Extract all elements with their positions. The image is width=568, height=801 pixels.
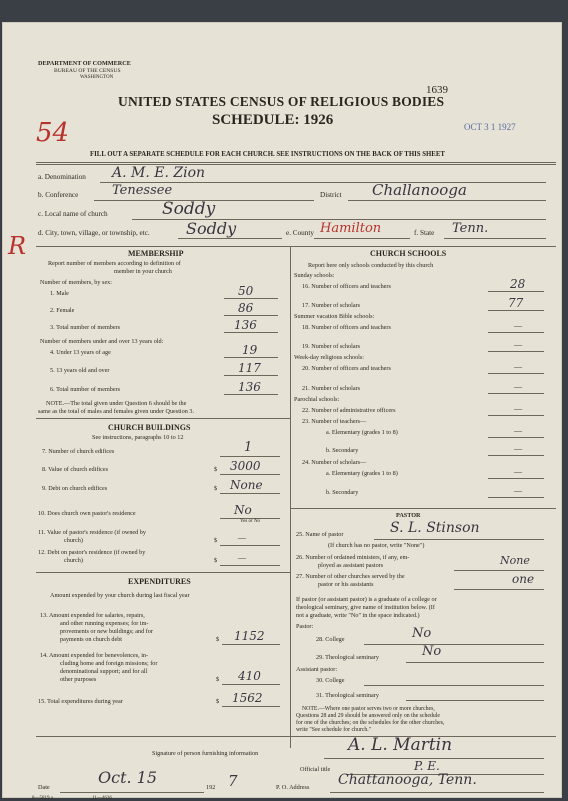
form-code: 8—5819 a	[32, 796, 53, 801]
q20-label: 20. Number of officers and teachers	[302, 365, 391, 372]
q18-value: —	[514, 321, 522, 330]
members-by-sex-label: Number of members, by sex:	[40, 279, 112, 286]
received-stamp: OCT 3 1 1927	[464, 122, 516, 132]
signature-value: A. L. Martin	[348, 735, 453, 755]
expenditures-sub: Amount expended by your church during last fiscal year	[50, 592, 190, 599]
sunday-schools-label: Sunday schools:	[294, 272, 335, 279]
q13-line-1: 13. Amount expended for salaries, repairs,	[40, 612, 145, 619]
city-label: WASHINGTON	[80, 75, 114, 80]
total-members-value: 136	[234, 318, 257, 332]
q30-label: 30. College	[316, 677, 345, 684]
q13-line-3: provements or new buildings; and for	[60, 628, 153, 635]
membership-intro: Report number of members according to definition of	[48, 260, 181, 267]
print-code: 11—4636	[92, 796, 112, 801]
official-title-label: Official title	[300, 766, 331, 773]
graduate-line-1: If pastor (or assistant pastor) is a graduate of a college or	[296, 596, 437, 603]
q27-line-1: 27. Number of other churches served by the	[296, 573, 405, 580]
red-r-mark: R	[8, 232, 27, 260]
q24a-value: —	[514, 467, 522, 476]
city-town-label: d. City, town, village, or township, etc.	[38, 229, 150, 237]
edifice-debt-label: 9. Debt on church edifices	[42, 485, 108, 492]
bureau-label: BUREAU OF THE CENSUS	[54, 68, 121, 74]
q27-line-2: pastor or his assistants	[318, 581, 374, 588]
q23b-label: b. Secondary	[326, 447, 359, 454]
weekday-schools-label: Week-day religious schools:	[294, 354, 364, 361]
q14-line-3: denominational support; and for all	[60, 668, 148, 675]
instruction-line: FILL OUT A SEPARATE SCHEDULE FOR EACH CHURCH. SEE INSTRUCTIONS ON THE BACK OF THIS SHEET	[90, 151, 445, 158]
q23a-label: a. Elementary (grades 1 to 8)	[326, 429, 398, 436]
local-name-label: c. Local name of church	[38, 210, 108, 218]
local-name-value: Soddy	[162, 199, 216, 219]
q15-label: 15. Total expenditures during year	[38, 698, 123, 705]
q24-label: 24. Number of scholars—	[302, 459, 367, 466]
q22-value: —	[514, 404, 522, 413]
pastor-note-4: write "See schedule for church."	[296, 727, 372, 733]
q13-line-2: and other running expenses; for im-	[60, 620, 149, 627]
assistant-pastor-label: Assistant pastor:	[296, 666, 338, 673]
q18-label: 18. Number of officers and teachers	[302, 324, 391, 331]
denomination-label: a. Denomination	[38, 173, 86, 181]
q19-label: 19. Number of scholars	[302, 343, 361, 350]
date-label: Date	[38, 784, 50, 791]
pastor-note-2: Questions 28 and 29 should be answered only on the schedule	[296, 713, 440, 719]
residence-debt-label-2: church)	[64, 557, 83, 564]
department-label: DEPARTMENT OF COMMERCE	[38, 60, 131, 67]
date-value: Oct. 15	[98, 768, 158, 787]
residence-debt-label: 12. Debt on pastor's residence (if owned by	[38, 549, 146, 556]
residence-value-value: —	[238, 533, 246, 542]
members-by-age-label: Number of members under and over 13 years old:	[40, 338, 164, 345]
residence-value-label: 11. Value of pastor's residence (if owned by	[38, 529, 146, 536]
q17-label: 17. Number of scholars	[302, 302, 361, 309]
buildings-sub: See instructions, paragraphs 10 to 12	[92, 434, 184, 441]
conference-label: b. Conference	[38, 191, 79, 199]
conference-value: Tenessee	[112, 183, 173, 198]
schedule-title: SCHEDULE: 1926	[212, 112, 334, 128]
city-town-value: Soddy	[186, 219, 237, 238]
q16-value: 28	[510, 277, 526, 291]
owns-residence-hint: Yes or No	[240, 519, 261, 524]
church-edifices-value: 1	[244, 440, 253, 455]
q28-label: 28. College	[316, 636, 345, 643]
q22-label: 22. Number of administrative officers	[302, 407, 396, 414]
under-13-label: 4. Under 13 years of age	[50, 349, 111, 356]
total-members-age-label: 6. Total number of members	[50, 386, 121, 393]
po-address-label: P. O. Address	[276, 784, 310, 791]
serial-number: 1639	[426, 84, 448, 96]
over-13-value: 117	[238, 361, 261, 375]
summer-schools-label: Summer vacation Bible schools:	[294, 313, 375, 320]
q14-value: 410	[238, 669, 261, 683]
red-number-mark: 54	[36, 118, 70, 148]
q21-value: —	[514, 382, 522, 391]
state-label: f. State	[414, 229, 435, 237]
q21-label: 21. Number of scholars	[302, 385, 361, 392]
over-13-label: 5. 13 years old and over	[50, 367, 110, 374]
q14-line-4: other purposes	[60, 676, 97, 683]
year-prefix: 192	[206, 784, 216, 791]
membership-heading: MEMBERSHIP	[128, 249, 184, 258]
q16-label: 16. Number of officers and teachers	[302, 283, 391, 290]
po-address-value: Chattanooga, Tenn.	[338, 772, 477, 788]
total-members-label: 3. Total number of members	[50, 324, 121, 331]
q24b-value: —	[514, 486, 522, 495]
q26-line-1: 26. Number of ordained ministers, if any, em-	[296, 554, 410, 561]
q29-label: 29. Theological seminary	[316, 654, 379, 661]
q28-value: No	[412, 626, 432, 641]
pastor-heading: PASTOR	[396, 512, 421, 519]
q15-value: 1562	[232, 691, 263, 705]
q25-hint: (If church has no pastor, write "None")	[328, 542, 425, 549]
edifice-value-label: 8. Value of church edifices	[42, 466, 109, 473]
female-label: 2. Female	[50, 307, 75, 314]
q13-value: 1152	[234, 629, 265, 643]
official-title-value: P. E.	[414, 759, 440, 773]
q19-value: —	[514, 340, 522, 349]
membership-intro2: member in your church	[114, 268, 172, 275]
graduate-line-2: theological seminary, give name of institution below. (If	[296, 604, 435, 611]
q23a-value: —	[514, 426, 522, 435]
under-13-value: 19	[242, 343, 258, 357]
owns-residence-label: 10. Does church own pastor's residence	[38, 510, 136, 517]
schools-intro: Report here only schools conducted by this church	[308, 262, 434, 269]
owns-residence-value: No	[234, 503, 252, 517]
q26-value: None	[500, 554, 530, 567]
graduate-line-3: not a graduate, write "No" in the space indicated.)	[296, 612, 420, 619]
male-label: 1. Male	[50, 290, 69, 297]
schools-heading: CHURCH SCHOOLS	[370, 249, 447, 258]
total-members-age-value: 136	[238, 380, 261, 394]
female-value: 86	[238, 301, 254, 315]
form-title: UNITED STATES CENSUS OF RELIGIOUS BODIES	[118, 94, 445, 109]
buildings-heading: CHURCH BUILDINGS	[108, 423, 191, 432]
residence-value-label-2: church)	[64, 537, 83, 544]
male-value: 50	[238, 284, 254, 298]
county-value: Hamilton	[320, 221, 382, 236]
pastor-note-3: for one of the churches; on the schedules for the other churches,	[296, 720, 445, 726]
county-label: e. County	[286, 229, 314, 237]
q14-line-2: cluding home and foreign missions; for	[60, 660, 158, 667]
edifice-debt-value: None	[230, 478, 263, 492]
q27-value: one	[512, 572, 535, 586]
membership-note-2: same as the total of males and females given under Question 3.	[38, 408, 195, 415]
signature-label: Signature of person furnishing information	[152, 750, 259, 757]
q23-label: 23. Number of teachers—	[302, 418, 367, 425]
q13-line-4: payments on church debt	[60, 636, 123, 643]
edifice-value-value: 3000	[230, 459, 261, 473]
q20-value: —	[514, 362, 522, 371]
q25-value: S. L. Stinson	[390, 520, 480, 536]
q23b-value: —	[514, 444, 522, 453]
parochial-schools-label: Parochial schools:	[294, 396, 340, 403]
year-value: 7	[228, 772, 238, 790]
district-value: Challanooga	[372, 181, 467, 199]
pastor-sublabel: Pastor:	[296, 623, 314, 630]
census-form-sheet: DEPARTMENT OF COMMERCE BUREAU OF THE CENSUS WASHINGTON 1639 UNITED STATES CENSUS OF RELIGIOUS BODIES SCHEDULE: 1926 OCT 3 1 1927 54 R FILL OUT A SEPARATE SCHEDULE FOR EACH CHURCH. SEE INSTRUCTIONS ON THE BACK OF THIS SHEET a. Denomination A. M. E. Zion b. Conference Tenessee District Challanooga c. Local name of church Soddy d. City, town, village, or township, etc. Soddy e. County Hamilton f. State Tenn. MEMBERSHIP Report number of members according to definition of member in your church Number of members, by sex: 1. Male 50 2. Female 86 3. Total number of members 136 Number of members under and over 13 years old: 4. Under 13 years of age 19 5. 13 years old and over 117 6. Total number of members 136 NOTE.—The total given under Question 6 should be the same as the total of males and females given under Question 3. CHURCH BUILDINGS See instructions, paragraphs 10 to 12 7. Number of church edifices 1 8. Value of church edifices $ 3000 9. Debt on church edifices $ None 10. Does church own pastor's residence No Yes or No 11. Value of pastor's residence (if owned by church) $ — 12. Debt on pastor's residence (if owned by church) $ — EXPENDITURES Amount expended by your church during last fiscal year 13. Amount expended for salaries, repairs, and other running expenses; for im- provements or new buildings; and for payments on church debt $ 1152 14. Amount expended for benevolences, in- cluding home and foreign missions; for denominational support; and for all other purposes $ 410 15. Total expenditures during year $ 1562 CHURCH SCHOOLS Report here only schools conducted by this church Sunday schools: 16. Number of officers and teachers 28 17. Number of scholars 77 Summer vacation Bible schools: 18. Number of officers and teachers — 19. Number of scholars — Week-day religious schools: 20. Number of officers and teachers — 21. Number of scholars — Parochial schools: 22. Number of administrative officers — 23. Number of teachers— a. Elementary (grades 1 to 8) — b. Secondary — 24. Number of scholars— a. Elementary (grades 1 to 8) — b. Secondary — PASTOR 25. Name of pastor S. L. Stinson (If church has no pastor, write "None") 26. Number of ordained ministers, if any, em- ployed as assistant pastors None 27. Number of other churches served by the pastor or his assistants one If pastor (or assistant pastor) is a graduate of a college or theological seminary, give name of institution below. (If not a graduate, write "No" in the space indicated.) Pastor: 28. College No 29. Theological seminary No Assistant pastor: 30. College 31. Theological seminary NOTE.—Where one pastor serves two or more churches, Questions 28 and 29 should be answered only on the schedule for one of the churches; on the schedules for the other churches, write "See schedule for church." Signature of person furnishing information A. L. Martin Official title P. E. Date Oct. 15 192 7 P. O. Address Chattanooga, Tenn. 8—5819 a 11—4636	[2, 22, 562, 798]
q29-value: No	[422, 644, 442, 659]
membership-note-1: NOTE.—The total given under Question 6 should be the	[46, 400, 187, 407]
state-value: Tenn.	[452, 221, 489, 236]
denomination-value: A. M. E. Zion	[112, 165, 206, 181]
pastor-note-1: NOTE.—Where one pastor serves two or more churches,	[302, 706, 435, 712]
q17-value: 77	[508, 296, 524, 310]
district-label: District	[320, 191, 342, 199]
q25-label: 25. Name of pastor	[296, 531, 344, 538]
q31-label: 31. Theological seminary	[316, 692, 379, 699]
q26-line-2: ployed as assistant pastors	[318, 562, 384, 569]
q24a-label: a. Elementary (grades 1 to 8)	[326, 470, 398, 477]
residence-debt-value: —	[238, 553, 246, 562]
q24b-label: b. Secondary	[326, 489, 359, 496]
expenditures-heading: EXPENDITURES	[128, 577, 191, 586]
church-edifices-label: 7. Number of church edifices	[42, 448, 115, 455]
q14-line-1: 14. Amount expended for benevolences, in-	[40, 652, 149, 659]
